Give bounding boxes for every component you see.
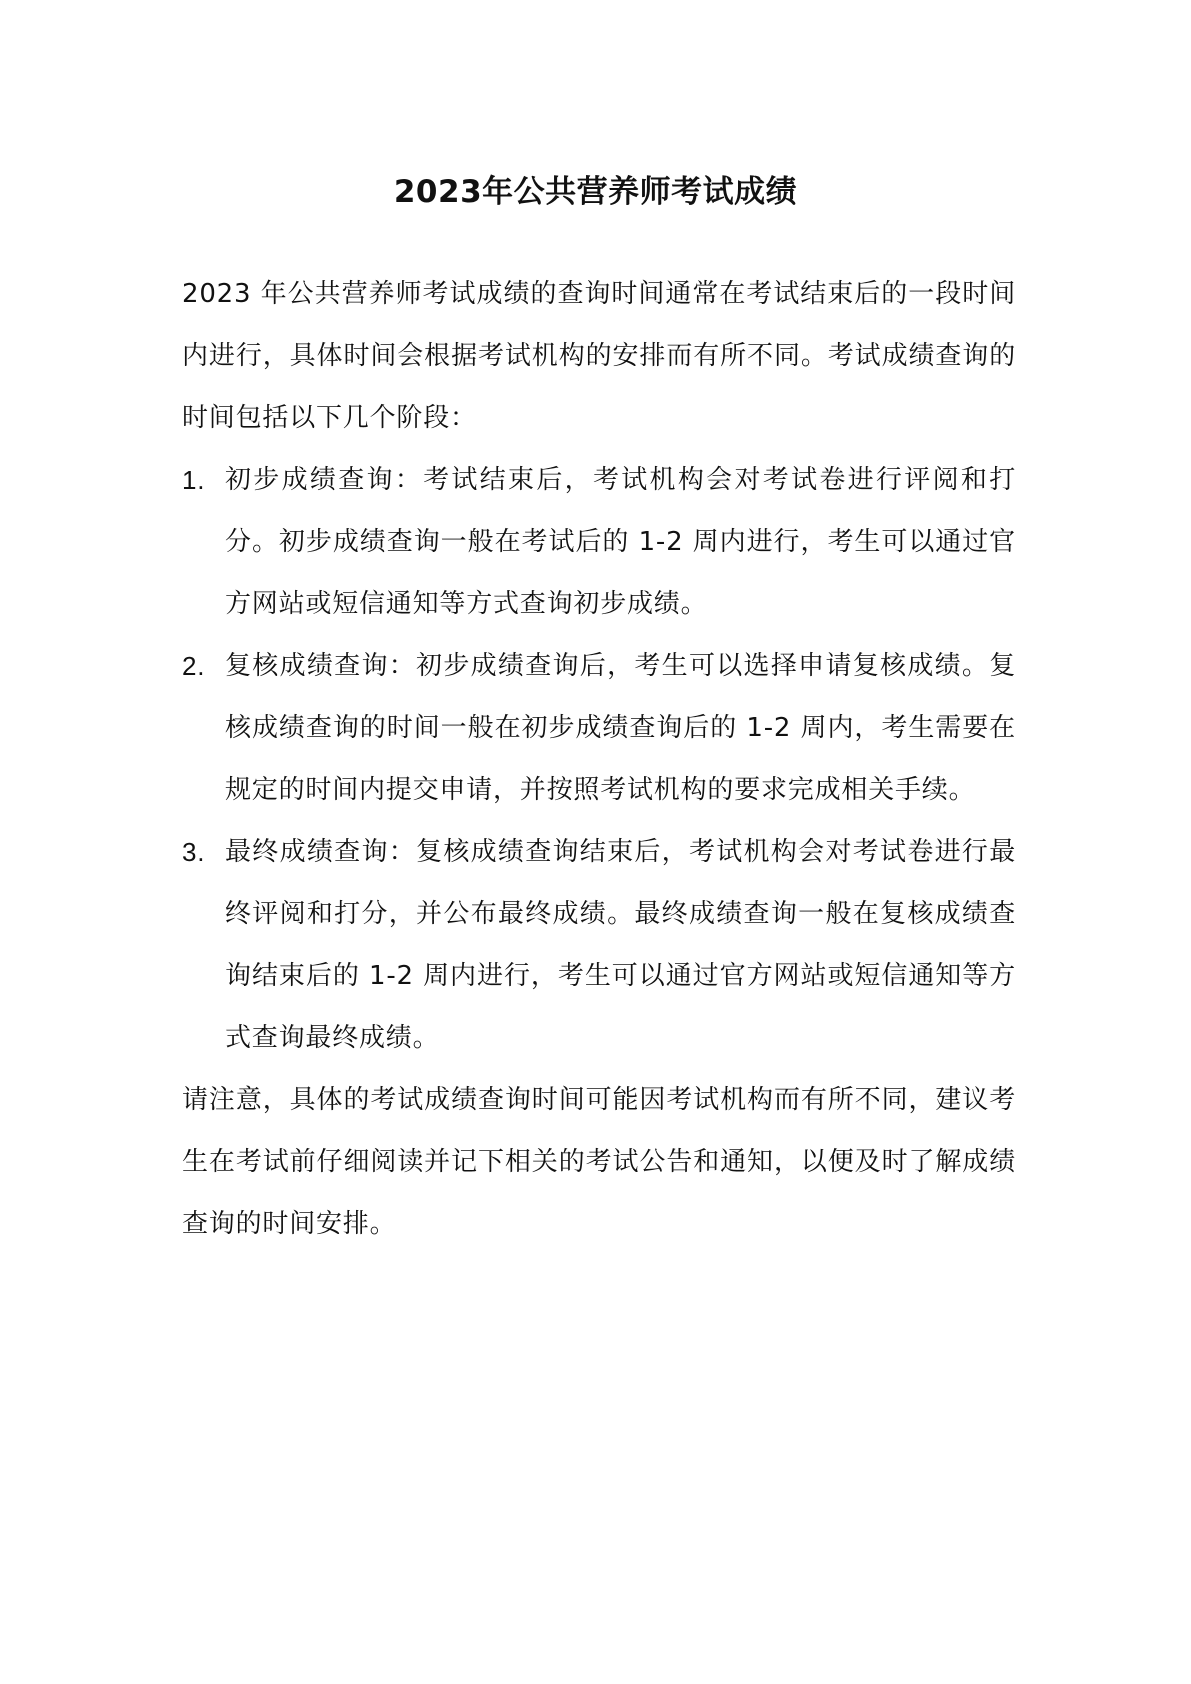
- list-item: [182, 821, 1016, 1069]
- stage-list: [182, 449, 1016, 1069]
- document-title: 2023年公共营养师考试成绩: [393, 174, 798, 210]
- list-item: [182, 449, 1016, 635]
- list-item-text: 初步成绩查询：考试结束后，考试机构会对考试卷进行评阅和打分。初步成绩查询一般在考试后的 1-2 周内进行，考生可以通过官方网站或短信通知等方式查询初步成绩。: [225, 465, 1016, 619]
- list-item: [182, 635, 1016, 821]
- list-item-number: 3.: [182, 837, 206, 867]
- document-body: [182, 263, 1016, 1255]
- list-item-number: 2.: [182, 651, 206, 681]
- list-item-text: 复核成绩查询：初步成绩查询后，考生可以选择申请复核成绩。复核成绩查询的时间一般在初步成绩查询后的 1-2 周内，考生需要在规定的时间内提交申请，并按照考试机构的要求完成相关手续。: [225, 651, 1016, 805]
- intro-paragraph: 2023 年公共营养师考试成绩的查询时间通常在考试结束后的一段时间内进行，具体时间会根据考试机构的安排而有所不同。考试成绩查询的时间包括以下几个阶段：: [182, 279, 1016, 433]
- list-item-text: 最终成绩查询：复核成绩查询结束后，考试机构会对考试卷进行最终评阅和打分，并公布最终成绩。最终成绩查询一般在复核成绩查询结束后的 1-2 周内进行，考生可以通过官方网站或短信通知等方式查询最终成绩。: [225, 837, 1016, 1053]
- note-paragraph: 请注意，具体的考试成绩查询时间可能因考试机构而有所不同，建议考生在考试前仔细阅读并记下相关的考试公告和通知，以便及时了解成绩查询的时间安排。: [182, 1085, 1016, 1239]
- list-item-number: 1.: [182, 465, 206, 495]
